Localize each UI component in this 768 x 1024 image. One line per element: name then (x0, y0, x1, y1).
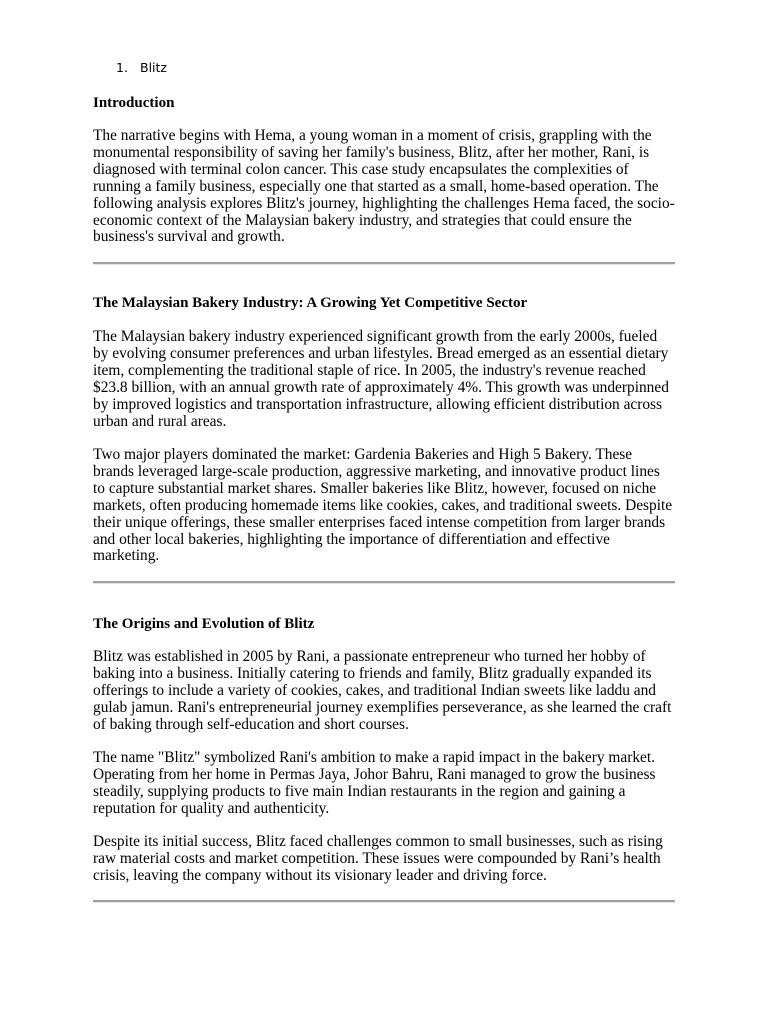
bakery-industry-paragraph-1: The Malaysian bakery industry experienced significant growth from the early 2000s, fueled by evolving consumer preferences and urban lifestyles. Bread emerged as an essential dietary item, complementing the traditional staple of rice. In 2005, the industry's revenue reached $23.8 billion, with an annual growth rate of approximately 4%. This growth was underpinned by improved logistics and transportation infrastructure, allowing efficient distribution across urban and rural areas. (93, 328, 669, 430)
section-heading-introduction: Introduction (93, 95, 175, 111)
origins-paragraph-3: Despite its initial success, Blitz faced challenges common to small businesses, such as rising raw material costs and market competition. These issues were compounded by Rani’s health crisis, leaving the company without its visionary leader and driving force. (93, 833, 663, 884)
list-number: 1. (116, 60, 128, 75)
section-heading-bakery-industry: The Malaysian Bakery Industry: A Growing Yet Competitive Sector (93, 295, 528, 311)
section-heading-origins: The Origins and Evolution of Blitz (93, 616, 315, 632)
section-divider (93, 900, 675, 903)
origins-paragraph-2: The name "Blitz" symbolized Rani's ambition to make a rapid impact in the bakery market. Operating from her home in Permas Jaya, Johor Bahru, Rani managed to grow the business steadily, supplying products to five main Indian restaurants in the region and gaining a reputation for quality and authenticity. (93, 749, 656, 817)
intro-paragraph: The narrative begins with Hema, a young woman in a moment of crisis, grappling with the monumental responsibility of saving her family's business, Blitz, after her mother, Rani, is diagnosed with terminal colon cancer. This case study encapsulates the complexities of running a family business, especially one that started as a small, home-based operation. The following analysis explores Blitz's journey, highlighting the challenges Hema faced, the socio-economic context of the Malaysian bakery industry, and strategies that could ensure the business's survival and growth. (93, 127, 675, 246)
numbered-list-item (116, 60, 167, 76)
origins-paragraph-1: Blitz was established in 2005 by Rani, a passionate entrepreneur who turned her hobby of baking into a business. Initially catering to friends and family, Blitz gradually expanded its offerings to include a variety of cookies, cakes, and traditional Indian sweets like laddu and gulab jamun. Rani's entrepreneurial journey exemplifies perseverance, as she learned the craft of baking through self-education and short courses. (93, 648, 672, 733)
bakery-industry-paragraph-2: Two major players dominated the market: Gardenia Bakeries and High 5 Bakery. These brands leveraged large-scale production, aggressive marketing, and innovative product lines to capture substantial market shares. Smaller bakeries like Blitz, however, focused on niche markets, often producing homemade items like cookies, cakes, and traditional sweets. Despite their unique offerings, these smaller enterprises faced intense competition from larger brands and other local bakeries, highlighting the importance of differentiation and effective marketing. (93, 446, 673, 565)
section-divider (93, 581, 675, 584)
list-label: Blitz (140, 60, 167, 75)
section-divider (93, 262, 675, 265)
